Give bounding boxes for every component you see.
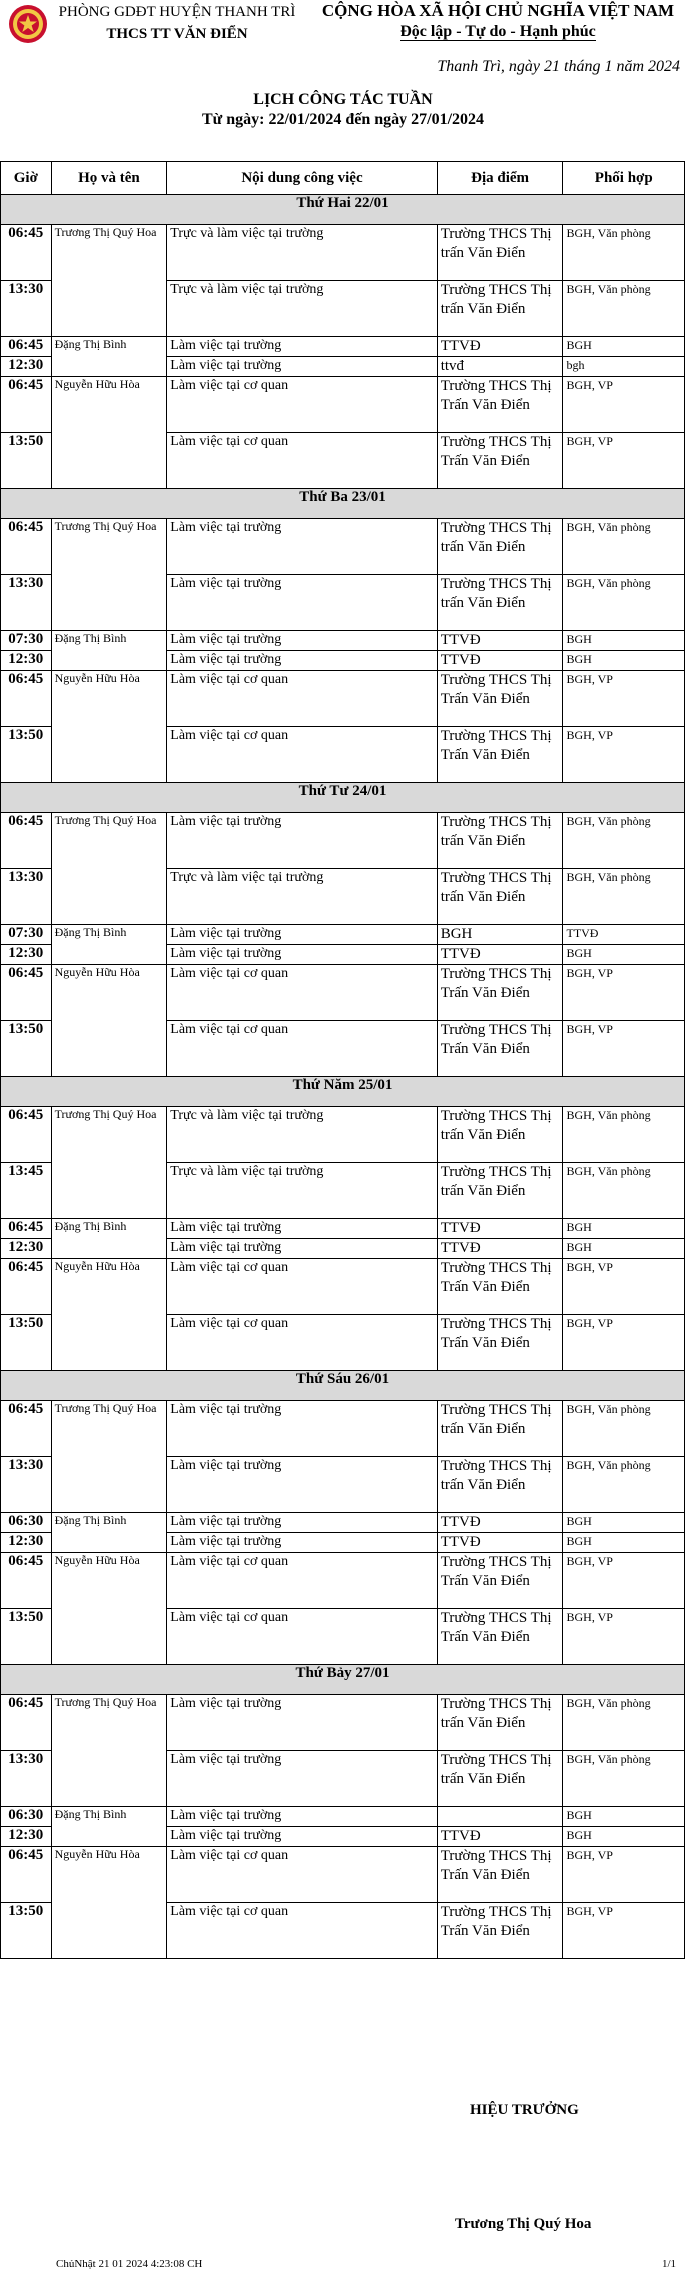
task-cell: Làm việc tại cơ quan <box>167 1847 437 1903</box>
time-cell: 13:50 <box>1 1315 52 1371</box>
person-cell: Trương Thị Quý Hoa <box>51 813 167 925</box>
task-cell: Làm việc tại trường <box>167 1695 437 1751</box>
day-header-row <box>1 783 685 813</box>
coop-cell: BGH, Văn phòng <box>563 575 685 631</box>
person-cell: Nguyễn Hữu Hòa <box>51 1259 167 1371</box>
task-cell: Làm việc tại trường <box>167 925 437 945</box>
place-cell: Trường THCS Thị Trấn Văn Điển <box>437 1847 563 1903</box>
schedule-table <box>0 161 685 1959</box>
person-cell: Trương Thị Quý Hoa <box>51 1107 167 1219</box>
column-header-name: Họ và tên <box>51 162 167 195</box>
coop-cell: BGH, VP <box>563 1553 685 1609</box>
table-row <box>1 377 685 433</box>
table-row <box>1 1401 685 1457</box>
time-cell: 06:30 <box>1 1513 52 1533</box>
day-label: Thứ Bảy 27/01 <box>1 1665 685 1695</box>
place-cell: Trường THCS Thị Trấn Văn Điển <box>437 1553 563 1609</box>
coop-cell: BGH, Văn phòng <box>563 281 685 337</box>
coop-cell: BGH, VP <box>563 1903 685 1959</box>
table-row <box>1 925 685 945</box>
place-cell: Trường THCS Thị Trấn Văn Điển <box>437 433 563 489</box>
task-cell: Làm việc tại trường <box>167 1807 437 1827</box>
country-name: CỘNG HÒA XÃ HỘI CHỦ NGHĨA VIỆT NAM <box>321 1 675 20</box>
task-cell: Trực và làm việc tại trường <box>167 225 437 281</box>
time-cell: 13:50 <box>1 1609 52 1665</box>
coop-cell: BGH <box>563 1239 685 1259</box>
place-cell: Trường THCS Thị Trấn Văn Điển <box>437 1609 563 1665</box>
person-cell: Đặng Thị Bình <box>51 1513 167 1553</box>
schedule-body <box>1 195 685 1959</box>
task-cell: Làm việc tại cơ quan <box>167 1553 437 1609</box>
coop-cell: BGH, Văn phòng <box>563 1163 685 1219</box>
coop-cell: BGH, VP <box>563 1315 685 1371</box>
time-cell: 07:30 <box>1 925 52 945</box>
day-header-row <box>1 1371 685 1401</box>
place-cell: Trường THCS Thị Trấn Văn Điển <box>437 727 563 783</box>
place-cell: TTVĐ <box>437 631 563 651</box>
page-number: 1/1 <box>661 2258 676 2270</box>
organization-header <box>52 2 302 44</box>
person-cell: Nguyễn Hữu Hòa <box>51 671 167 783</box>
time-cell: 13:30 <box>1 575 52 631</box>
table-row <box>1 337 685 357</box>
place-cell: Trường THCS Thị Trấn Văn Điển <box>437 377 563 433</box>
time-cell: 06:45 <box>1 519 52 575</box>
page-subtitle: Từ ngày: 22/01/2024 đến ngày 27/01/2024 <box>201 111 485 128</box>
task-cell: Làm việc tại trường <box>167 519 437 575</box>
coop-cell: BGH <box>563 1807 685 1827</box>
coop-cell: BGH <box>563 1513 685 1533</box>
place-cell: TTVĐ <box>437 1239 563 1259</box>
coop-cell: BGH <box>563 1533 685 1553</box>
coop-cell: BGH, VP <box>563 671 685 727</box>
task-cell: Làm việc tại cơ quan <box>167 727 437 783</box>
task-cell: Làm việc tại cơ quan <box>167 1609 437 1665</box>
task-cell: Làm việc tại cơ quan <box>167 671 437 727</box>
time-cell: 06:45 <box>1 1219 52 1239</box>
place-cell: TTVĐ <box>437 651 563 671</box>
task-cell: Làm việc tại cơ quan <box>167 965 437 1021</box>
time-cell: 06:45 <box>1 377 52 433</box>
time-cell: 13:30 <box>1 281 52 337</box>
time-cell: 06:45 <box>1 1401 52 1457</box>
department-name: PHÒNG GDĐT HUYỆN THANH TRÌ <box>58 4 296 20</box>
place-cell: ttvđ <box>437 357 563 377</box>
day-label: Thứ Sáu 26/01 <box>1 1371 685 1401</box>
time-cell: 13:50 <box>1 727 52 783</box>
place-cell: Trường THCS Thị trấn Văn Điển <box>437 1695 563 1751</box>
place-cell: Trường THCS Thị trấn Văn Điển <box>437 1457 563 1513</box>
coop-cell: BGH, Văn phòng <box>563 225 685 281</box>
coop-cell: BGH, VP <box>563 1847 685 1903</box>
table-row <box>1 1553 685 1609</box>
place-cell <box>437 1807 563 1827</box>
national-motto <box>310 0 686 42</box>
coop-cell: BGH <box>563 651 685 671</box>
task-cell: Làm việc tại trường <box>167 1751 437 1807</box>
coop-cell: BGH <box>563 1219 685 1239</box>
time-cell: 12:30 <box>1 1533 52 1553</box>
time-cell: 12:30 <box>1 651 52 671</box>
time-cell: 06:45 <box>1 965 52 1021</box>
coop-cell: TTVĐ <box>563 925 685 945</box>
time-cell: 06:45 <box>1 1259 52 1315</box>
time-cell: 13:50 <box>1 1021 52 1077</box>
place-cell: BGH <box>437 925 563 945</box>
time-cell: 12:30 <box>1 1239 52 1259</box>
column-header-time: Giờ <box>1 162 52 195</box>
task-cell: Làm việc tại trường <box>167 575 437 631</box>
place-cell: Trường THCS Thị trấn Văn Điển <box>437 1401 563 1457</box>
place-cell: Trường THCS Thị Trấn Văn Điển <box>437 1903 563 1959</box>
person-cell: Nguyễn Hữu Hòa <box>51 965 167 1077</box>
place-cell: Trường THCS Thị trấn Văn Điển <box>437 225 563 281</box>
time-cell: 13:45 <box>1 1163 52 1219</box>
task-cell: Làm việc tại trường <box>167 337 437 357</box>
time-cell: 12:30 <box>1 945 52 965</box>
table-row <box>1 671 685 727</box>
time-cell: 13:50 <box>1 1903 52 1959</box>
signature-name: Trương Thị Quý Hoa <box>455 2216 592 2232</box>
table-row <box>1 1219 685 1239</box>
table-row <box>1 1847 685 1903</box>
task-cell: Làm việc tại trường <box>167 1219 437 1239</box>
dateline: Thanh Trì, ngày 21 tháng 1 năm 2024 <box>437 58 680 75</box>
coop-cell: BGH, Văn phòng <box>563 1457 685 1513</box>
task-cell: Làm việc tại cơ quan <box>167 1903 437 1959</box>
place-cell: TTVĐ <box>437 1219 563 1239</box>
motto: Độc lập - Tự do - Hạnh phúc <box>400 23 596 40</box>
school-emblem-icon <box>8 4 48 44</box>
task-cell: Làm việc tại cơ quan <box>167 1315 437 1371</box>
time-cell: 06:45 <box>1 337 52 357</box>
coop-cell: BGH, VP <box>563 433 685 489</box>
table-row <box>1 1695 685 1751</box>
person-cell: Trương Thị Quý Hoa <box>51 225 167 337</box>
task-cell: Trực và làm việc tại trường <box>167 1107 437 1163</box>
time-cell: 13:30 <box>1 1751 52 1807</box>
table-row <box>1 1807 685 1827</box>
task-cell: Làm việc tại cơ quan <box>167 377 437 433</box>
time-cell: 07:30 <box>1 631 52 651</box>
coop-cell: BGH, Văn phòng <box>563 1107 685 1163</box>
column-header-task: Nội dung công việc <box>167 162 437 195</box>
coop-cell: BGH, Văn phòng <box>563 1695 685 1751</box>
place-cell: Trường THCS Thị trấn Văn Điển <box>437 519 563 575</box>
table-row <box>1 965 685 1021</box>
person-cell: Đặng Thị Bình <box>51 631 167 671</box>
coop-cell: BGH, VP <box>563 1021 685 1077</box>
place-cell: Trường THCS Thị trấn Văn Điển <box>437 1107 563 1163</box>
place-cell: Trường THCS Thị trấn Văn Điển <box>437 1751 563 1807</box>
time-cell: 06:45 <box>1 1847 52 1903</box>
time-cell: 12:30 <box>1 1827 52 1847</box>
coop-cell: BGH, VP <box>563 1259 685 1315</box>
person-cell: Nguyễn Hữu Hòa <box>51 1847 167 1959</box>
person-cell: Nguyễn Hữu Hòa <box>51 1553 167 1665</box>
person-cell: Đặng Thị Bình <box>51 925 167 965</box>
time-cell: 13:30 <box>1 1457 52 1513</box>
task-cell: Làm việc tại trường <box>167 1533 437 1553</box>
table-header-row <box>1 162 685 195</box>
table-row <box>1 1513 685 1533</box>
time-cell: 13:30 <box>1 869 52 925</box>
task-cell: Làm việc tại cơ quan <box>167 1021 437 1077</box>
place-cell: Trường THCS Thị trấn Văn Điển <box>437 281 563 337</box>
task-cell: Làm việc tại trường <box>167 357 437 377</box>
coop-cell: bgh <box>563 357 685 377</box>
page-title: LỊCH CÔNG TÁC TUẦN <box>253 91 433 108</box>
day-label: Thứ Tư 24/01 <box>1 783 685 813</box>
coop-cell: BGH, Văn phòng <box>563 1401 685 1457</box>
task-cell: Làm việc tại cơ quan <box>167 1259 437 1315</box>
coop-cell: BGH, Văn phòng <box>563 813 685 869</box>
place-cell: Trường THCS Thị trấn Văn Điển <box>437 575 563 631</box>
time-cell: 06:45 <box>1 671 52 727</box>
coop-cell: BGH, VP <box>563 727 685 783</box>
coop-cell: BGH, Văn phòng <box>563 519 685 575</box>
place-cell: Trường THCS Thị Trấn Văn Điển <box>437 1021 563 1077</box>
column-header-coop: Phối hợp <box>563 162 685 195</box>
table-row <box>1 631 685 651</box>
table-row <box>1 1259 685 1315</box>
print-timestamp: ChủNhật 21 01 2024 4:23:08 CH <box>56 2258 203 2270</box>
task-cell: Trực và làm việc tại trường <box>167 281 437 337</box>
task-cell: Làm việc tại trường <box>167 1827 437 1847</box>
coop-cell: BGH <box>563 1827 685 1847</box>
coop-cell: BGH, Văn phòng <box>563 1751 685 1807</box>
day-label: Thứ Ba 23/01 <box>1 489 685 519</box>
person-cell: Trương Thị Quý Hoa <box>51 1401 167 1513</box>
place-cell: Trường THCS Thị trấn Văn Điển <box>437 1163 563 1219</box>
time-cell: 06:45 <box>1 225 52 281</box>
day-header-row <box>1 1077 685 1107</box>
time-cell: 06:45 <box>1 1107 52 1163</box>
task-cell: Trực và làm việc tại trường <box>167 1163 437 1219</box>
task-cell: Làm việc tại trường <box>167 945 437 965</box>
task-cell: Làm việc tại trường <box>167 1513 437 1533</box>
task-cell: Trực và làm việc tại trường <box>167 869 437 925</box>
place-cell: TTVĐ <box>437 1533 563 1553</box>
place-cell: TTVĐ <box>437 1827 563 1847</box>
task-cell: Làm việc tại trường <box>167 1239 437 1259</box>
task-cell: Làm việc tại trường <box>167 631 437 651</box>
coop-cell: BGH <box>563 631 685 651</box>
task-cell: Làm việc tại trường <box>167 1401 437 1457</box>
task-cell: Làm việc tại trường <box>167 813 437 869</box>
place-cell: Trường THCS Thị Trấn Văn Điển <box>437 671 563 727</box>
task-cell: Làm việc tại trường <box>167 1457 437 1513</box>
place-cell: TTVĐ <box>437 945 563 965</box>
signature-title: HIỆU TRƯỞNG <box>470 2102 579 2118</box>
time-cell: 13:50 <box>1 433 52 489</box>
place-cell: TTVĐ <box>437 1513 563 1533</box>
place-cell: Trường THCS Thị Trấn Văn Điển <box>437 1259 563 1315</box>
coop-cell: BGH, VP <box>563 377 685 433</box>
time-cell: 06:45 <box>1 813 52 869</box>
school-name: THCS TT VĂN ĐIỂN <box>106 26 248 42</box>
coop-cell: BGH, Văn phòng <box>563 869 685 925</box>
coop-cell: BGH <box>563 337 685 357</box>
person-cell: Đặng Thị Bình <box>51 337 167 377</box>
day-label: Thứ Năm 25/01 <box>1 1077 685 1107</box>
day-header-row <box>1 195 685 225</box>
time-cell: 06:45 <box>1 1695 52 1751</box>
person-cell: Nguyễn Hữu Hòa <box>51 377 167 489</box>
table-row <box>1 225 685 281</box>
person-cell: Trương Thị Quý Hoa <box>51 519 167 631</box>
time-cell: 06:45 <box>1 1553 52 1609</box>
place-cell: Trường THCS Thị trấn Văn Điển <box>437 869 563 925</box>
coop-cell: BGH, VP <box>563 965 685 1021</box>
place-cell: TTVĐ <box>437 337 563 357</box>
place-cell: Trường THCS Thị Trấn Văn Điển <box>437 1315 563 1371</box>
day-label: Thứ Hai 22/01 <box>1 195 685 225</box>
day-header-row <box>1 1665 685 1695</box>
place-cell: Trường THCS Thị trấn Văn Điển <box>437 813 563 869</box>
task-cell: Làm việc tại trường <box>167 651 437 671</box>
time-cell: 06:30 <box>1 1807 52 1827</box>
coop-cell: BGH, VP <box>563 1609 685 1665</box>
table-row <box>1 1107 685 1163</box>
person-cell: Đặng Thị Bình <box>51 1219 167 1259</box>
table-row <box>1 813 685 869</box>
person-cell: Trương Thị Quý Hoa <box>51 1695 167 1807</box>
place-cell: Trường THCS Thị Trấn Văn Điển <box>437 965 563 1021</box>
table-row <box>1 519 685 575</box>
person-cell: Đặng Thị Bình <box>51 1807 167 1847</box>
coop-cell: BGH <box>563 945 685 965</box>
task-cell: Làm việc tại cơ quan <box>167 433 437 489</box>
column-header-place: Địa điểm <box>437 162 563 195</box>
time-cell: 12:30 <box>1 357 52 377</box>
day-header-row <box>1 489 685 519</box>
